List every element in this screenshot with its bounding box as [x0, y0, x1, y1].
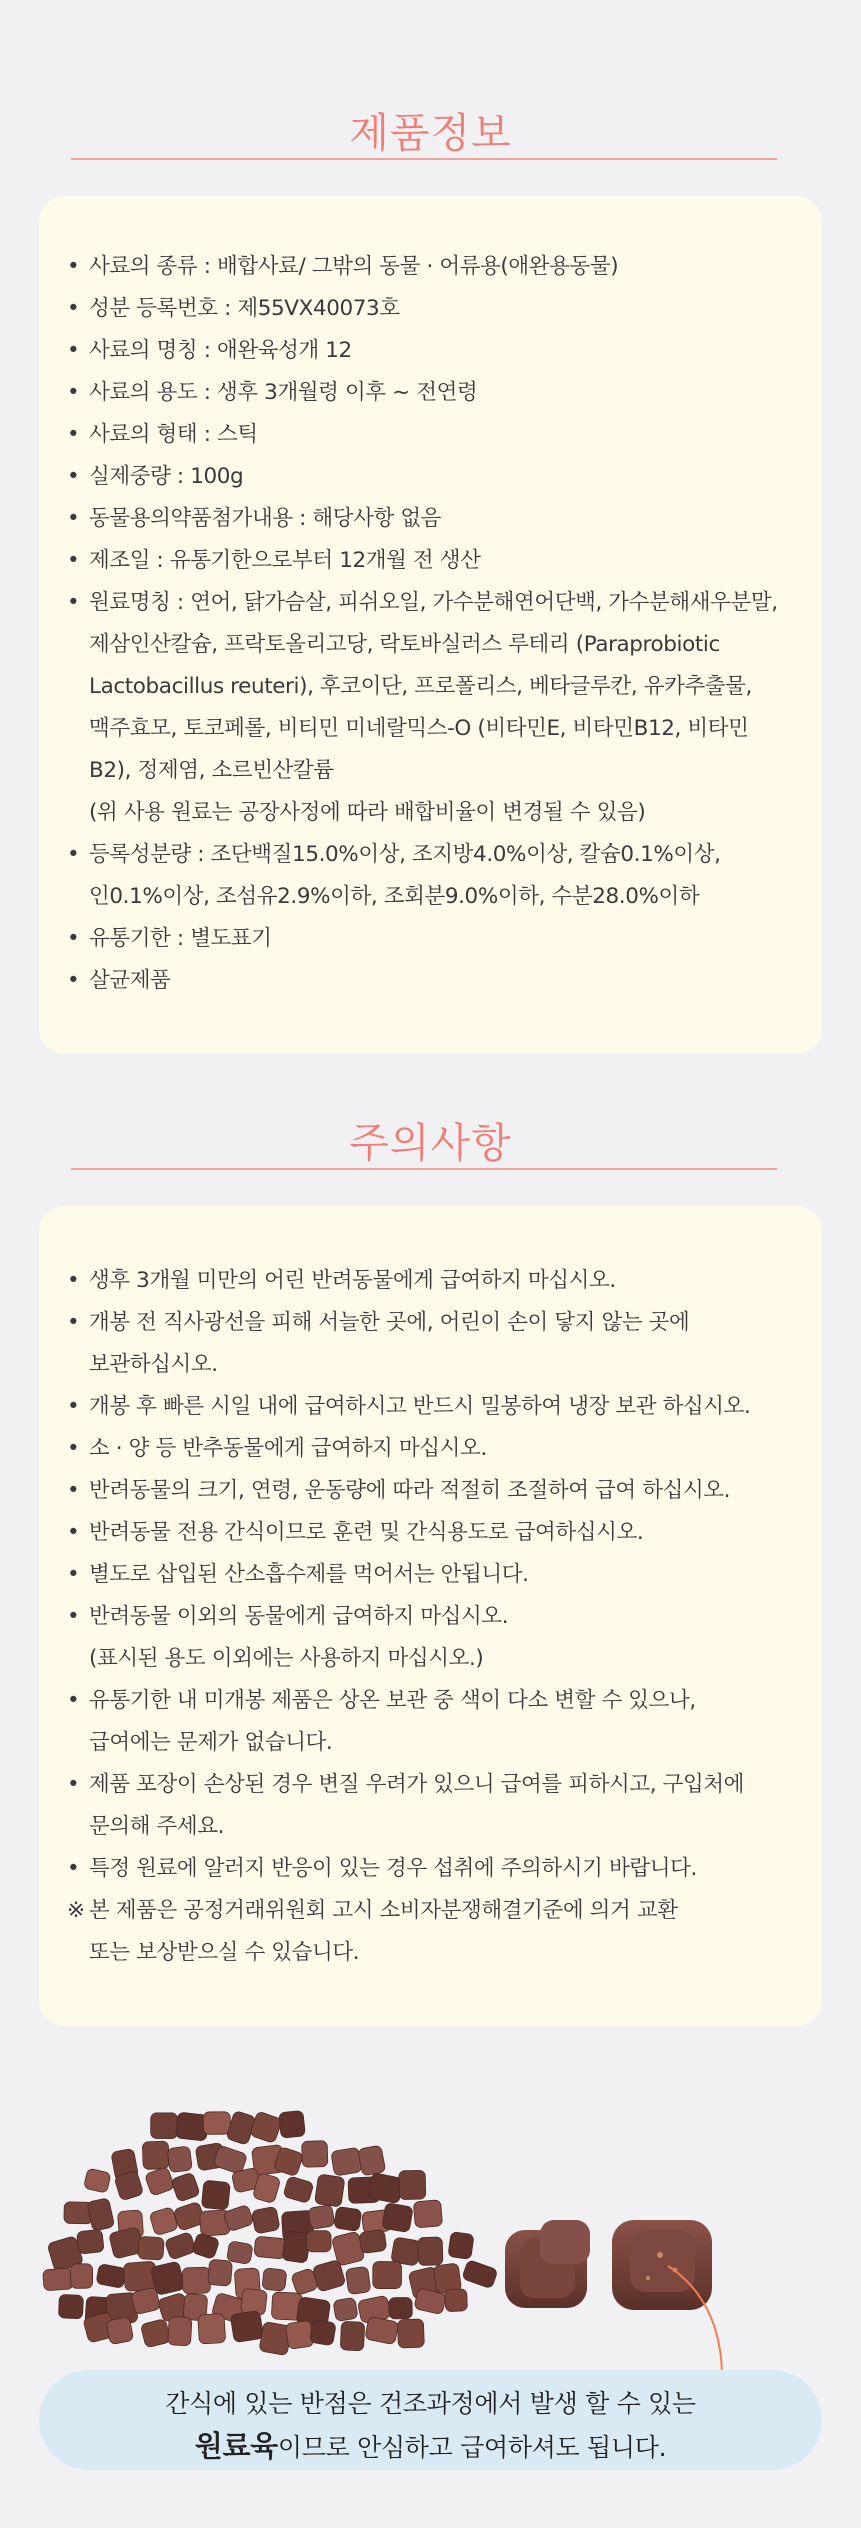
bullet-icon: • [67, 296, 80, 321]
product-info-item-text: 제삼인산칼슘, 프락토올리고당, 락토바실러스 루테리 (Paraprobiotic [89, 632, 720, 657]
treat-piece [334, 2206, 362, 2231]
cautions-title: 주의사항 [349, 1119, 512, 1167]
spot-note-emphasis: 원료육 [194, 2429, 278, 2463]
spot-note-line2 [39, 2424, 822, 2465]
treat-piece [149, 2207, 178, 2236]
product-info-item [67, 582, 804, 834]
product-info-item-text: 맥주효모, 토코페롤, 비티민 미네랄믹스-O (비타민E, 비타민B12, 비타민 [89, 716, 749, 741]
caution-item [67, 1890, 804, 1974]
bullet-icon: • [67, 506, 80, 531]
product-info-card [39, 196, 822, 1054]
treat-piece [164, 2231, 196, 2260]
product-info-item [67, 330, 804, 372]
treat-piece [399, 2170, 426, 2199]
treat-piece [71, 2264, 93, 2289]
treat-piece [314, 2174, 345, 2207]
spot-note [39, 2370, 822, 2470]
treat-piece [83, 2168, 111, 2193]
product-info-item [67, 456, 804, 498]
treat-piece [167, 2146, 192, 2173]
product-info-item-text: 사료의 종류 : 배합사료/ 그밖의 동물 · 어류용(애완용동물) [89, 254, 619, 279]
product-info-item-text: B2), 정제염, 소르빈산칼륨 [89, 758, 334, 783]
treat-piece [144, 2166, 175, 2196]
product-info-item [67, 834, 804, 918]
treat-piece [182, 2267, 211, 2294]
treat-piece [96, 2264, 127, 2289]
treat-piece [58, 2294, 83, 2319]
bullet-icon: ※ [67, 1898, 85, 1923]
treat-piece [359, 2229, 387, 2253]
treat-piece [365, 2316, 399, 2344]
caution-item-text: 본 제품은 공정거래위원회 고시 소비자분쟁해결기준에 의거 교환 [89, 1898, 678, 1923]
single-treat-left [505, 2220, 590, 2308]
bullet-icon: • [67, 1772, 80, 1797]
treat-piece [262, 2268, 287, 2292]
single-treat-right [612, 2220, 712, 2310]
product-info-item-text: 사료의 형태 : 스틱 [89, 422, 258, 447]
caution-item-text: 생후 3개월 미만의 어린 반려동물에게 급여하지 마십시오. [89, 1268, 616, 1293]
treat-piece [171, 2172, 201, 2202]
product-info-item-text: 인0.1%이상, 조섬유2.9%이하, 조회분9.0%이하, 수분28.0%이하 [89, 884, 700, 909]
treat-piece [208, 2259, 233, 2286]
treat-piece [333, 2297, 358, 2321]
caution-item-text: 개봉 후 빠른 시일 내에 급여하시고 반드시 밀봉하여 냉장 보관 하십시오. [89, 1394, 751, 1419]
caution-item [67, 1512, 804, 1554]
product-info-item [67, 498, 804, 540]
spot-note-line2-rest: 이므로 안심하고 급여하셔도 됩니다. [277, 2433, 667, 2462]
treat-piece [279, 2110, 306, 2138]
caution-item-text: 문의해 주세요. [89, 1814, 225, 1839]
caution-item [67, 1596, 804, 1680]
caution-item [67, 1386, 804, 1428]
product-info-title: 제품정보 [349, 109, 512, 157]
bullet-icon: • [67, 1478, 80, 1503]
product-info-item [67, 540, 804, 582]
treat-piece [251, 2206, 280, 2234]
treat-piece [168, 2316, 192, 2346]
caution-item [67, 1680, 804, 1764]
caution-item [67, 1428, 804, 1470]
product-info-item-text: 원료명칭 : 연어, 닭가슴살, 피쉬오일, 가수분해연어단백, 가수분해새우분말, [89, 590, 778, 615]
caution-item-text: 특정 원료에 알러지 반응이 있는 경우 섭취에 주의하시기 바랍니다. [89, 1856, 697, 1881]
cautions-card [39, 1206, 822, 2026]
treat-piece [462, 2260, 498, 2289]
treat-piece [198, 2313, 226, 2344]
treat-piece [382, 2203, 414, 2233]
caution-item-text: (표시된 용도 이외에는 사용하지 마십시오.) [89, 1646, 484, 1671]
treat-piece [283, 2176, 314, 2204]
treat-piece [254, 2236, 287, 2259]
product-info-item-text: 유통기한 : 별도표기 [89, 926, 272, 951]
bullet-icon: • [67, 1688, 80, 1713]
product-info-item-text: 실제중량 : 100g [89, 464, 244, 489]
caution-item-text: 반려동물 이외의 동물에게 급여하지 마십시오. [89, 1604, 509, 1629]
treat-piece [413, 2200, 442, 2228]
bullet-icon: • [67, 422, 80, 447]
treat-piece [140, 2318, 171, 2348]
product-info-item-text: 제조일 : 유통기한으로부터 12개월 전 생산 [89, 548, 481, 573]
bullet-icon: • [67, 1310, 80, 1335]
caution-item [67, 1554, 804, 1596]
treat-piece [249, 2111, 282, 2144]
bullet-icon: • [67, 590, 80, 615]
product-info-item-text: (위 사용 원료는 공장사정에 따라 배합비율이 변경될 수 있음) [89, 800, 646, 825]
treat-piece [397, 2319, 424, 2348]
treat-piece [340, 2321, 365, 2351]
treat-piece [131, 2287, 161, 2315]
caution-item-text: 보관하십시오. [89, 1352, 218, 1377]
caution-item-text: 반려동물의 크기, 연령, 운동량에 따라 적절히 조절하여 급여 하십시오. [89, 1478, 731, 1503]
treat-piece [331, 2147, 363, 2176]
treat-piece [285, 2320, 314, 2349]
treat-piece [302, 2141, 328, 2168]
treat-piece [389, 2297, 413, 2319]
treat-piece [230, 2310, 264, 2342]
product-info-item [67, 960, 804, 1002]
bullet-icon: • [67, 254, 80, 279]
treat-piece [307, 2231, 332, 2252]
bullet-icon: • [67, 380, 80, 405]
treat-piece [142, 2141, 169, 2169]
product-info-item-text: 성분 등록번호 : 제55VX40073호 [89, 296, 400, 321]
cautions-list [67, 1260, 804, 1974]
treat-piece [201, 2180, 230, 2210]
bullet-icon: • [67, 1394, 80, 1419]
caution-item [67, 1470, 804, 1512]
product-info-item [67, 288, 804, 330]
cautions-title-rule [71, 1168, 777, 1170]
product-info-item [67, 414, 804, 456]
treat-piece [418, 2237, 443, 2265]
treat-piece [358, 2145, 386, 2176]
bullet-icon: • [67, 464, 80, 489]
treat-piece [106, 2317, 134, 2345]
bullet-icon: • [67, 1604, 80, 1629]
treat-piece [43, 2268, 74, 2291]
bullet-icon: • [67, 1268, 80, 1293]
caution-item-text: 제품 포장이 손상된 경우 변질 우려가 있으니 급여를 피하시고, 구입처에 [89, 1772, 745, 1797]
product-info-title-rule [71, 158, 777, 160]
product-info-item-text: 사료의 명칭 : 애완육성개 12 [89, 338, 352, 363]
treat-piece [87, 2198, 115, 2232]
product-info-item-text: Lactobacillus reuteri), 후코이단, 프로폴리스, 베타글루칸, 유카추출물, [89, 674, 752, 699]
treat-pile [43, 2110, 498, 2355]
caution-item-text: 또는 보상받으실 수 있습니다. [89, 1940, 360, 1965]
product-info-item [67, 372, 804, 414]
bullet-icon: • [67, 926, 80, 951]
product-info-item [67, 918, 804, 960]
treat-piece [308, 2205, 335, 2230]
caution-item-text: 반려동물 전용 간식이므로 훈련 및 간식용도로 급여하십시오. [89, 1520, 644, 1545]
treat-piece [445, 2289, 468, 2312]
bullet-icon: • [67, 1856, 80, 1881]
treat-piece [309, 2319, 336, 2346]
caution-item-text: 소 · 양 등 반추동물에게 급여하지 마십시오. [89, 1436, 487, 1461]
bullet-icon: • [67, 842, 80, 867]
treat-piece [151, 2113, 178, 2139]
product-info-list [67, 246, 804, 1002]
product-info-item-text: 사료의 용도 : 생후 3개월령 이후 ~ 전연령 [89, 380, 478, 405]
product-info-item-text: 등록성분량 : 조단백질15.0%이상, 조지방4.0%이상, 칼슘0.1%이상, [89, 842, 721, 867]
bullet-icon: • [67, 1562, 80, 1587]
treat-piece [448, 2232, 474, 2260]
caution-item [67, 1764, 804, 1848]
caution-item-text: 유통기한 내 미개봉 제품은 상온 보관 중 색이 다소 변할 수 있으나, [89, 1688, 696, 1713]
product-info-item-text: 살균제품 [89, 968, 171, 993]
spot-note-line1: 간식에 있는 반점은 건조과정에서 발생 할 수 있는 [165, 2389, 696, 2418]
bullet-icon: • [67, 1520, 80, 1545]
treat-piece [373, 2262, 402, 2289]
bullet-icon: • [67, 548, 80, 573]
product-info-item [67, 246, 804, 288]
bullet-icon: • [67, 968, 80, 993]
treat-piece [226, 2241, 253, 2265]
caution-item-text: 급여에는 문제가 없습니다. [89, 1730, 333, 1755]
treat-piece [203, 2112, 230, 2135]
treat-piece [345, 2266, 371, 2294]
caution-item-text: 별도로 삽입된 산소흡수제를 먹어서는 안됩니다. [89, 1562, 529, 1587]
caution-item [67, 1848, 804, 1890]
product-info-item-text: 동물용의약품첨가내용 : 해당사항 없음 [89, 506, 442, 531]
treat-piece [191, 2232, 219, 2259]
treat-piece [138, 2236, 164, 2260]
treat-illustration [0, 2080, 861, 2380]
bullet-icon: • [67, 1436, 80, 1461]
caution-item [67, 1260, 804, 1302]
bullet-icon: • [67, 338, 80, 363]
treat-piece [77, 2229, 105, 2254]
caution-item-text: 개봉 전 직사광선을 피해 서늘한 곳에, 어린이 손이 닿지 않는 곳에 [89, 1310, 690, 1335]
caution-item [67, 1302, 804, 1386]
